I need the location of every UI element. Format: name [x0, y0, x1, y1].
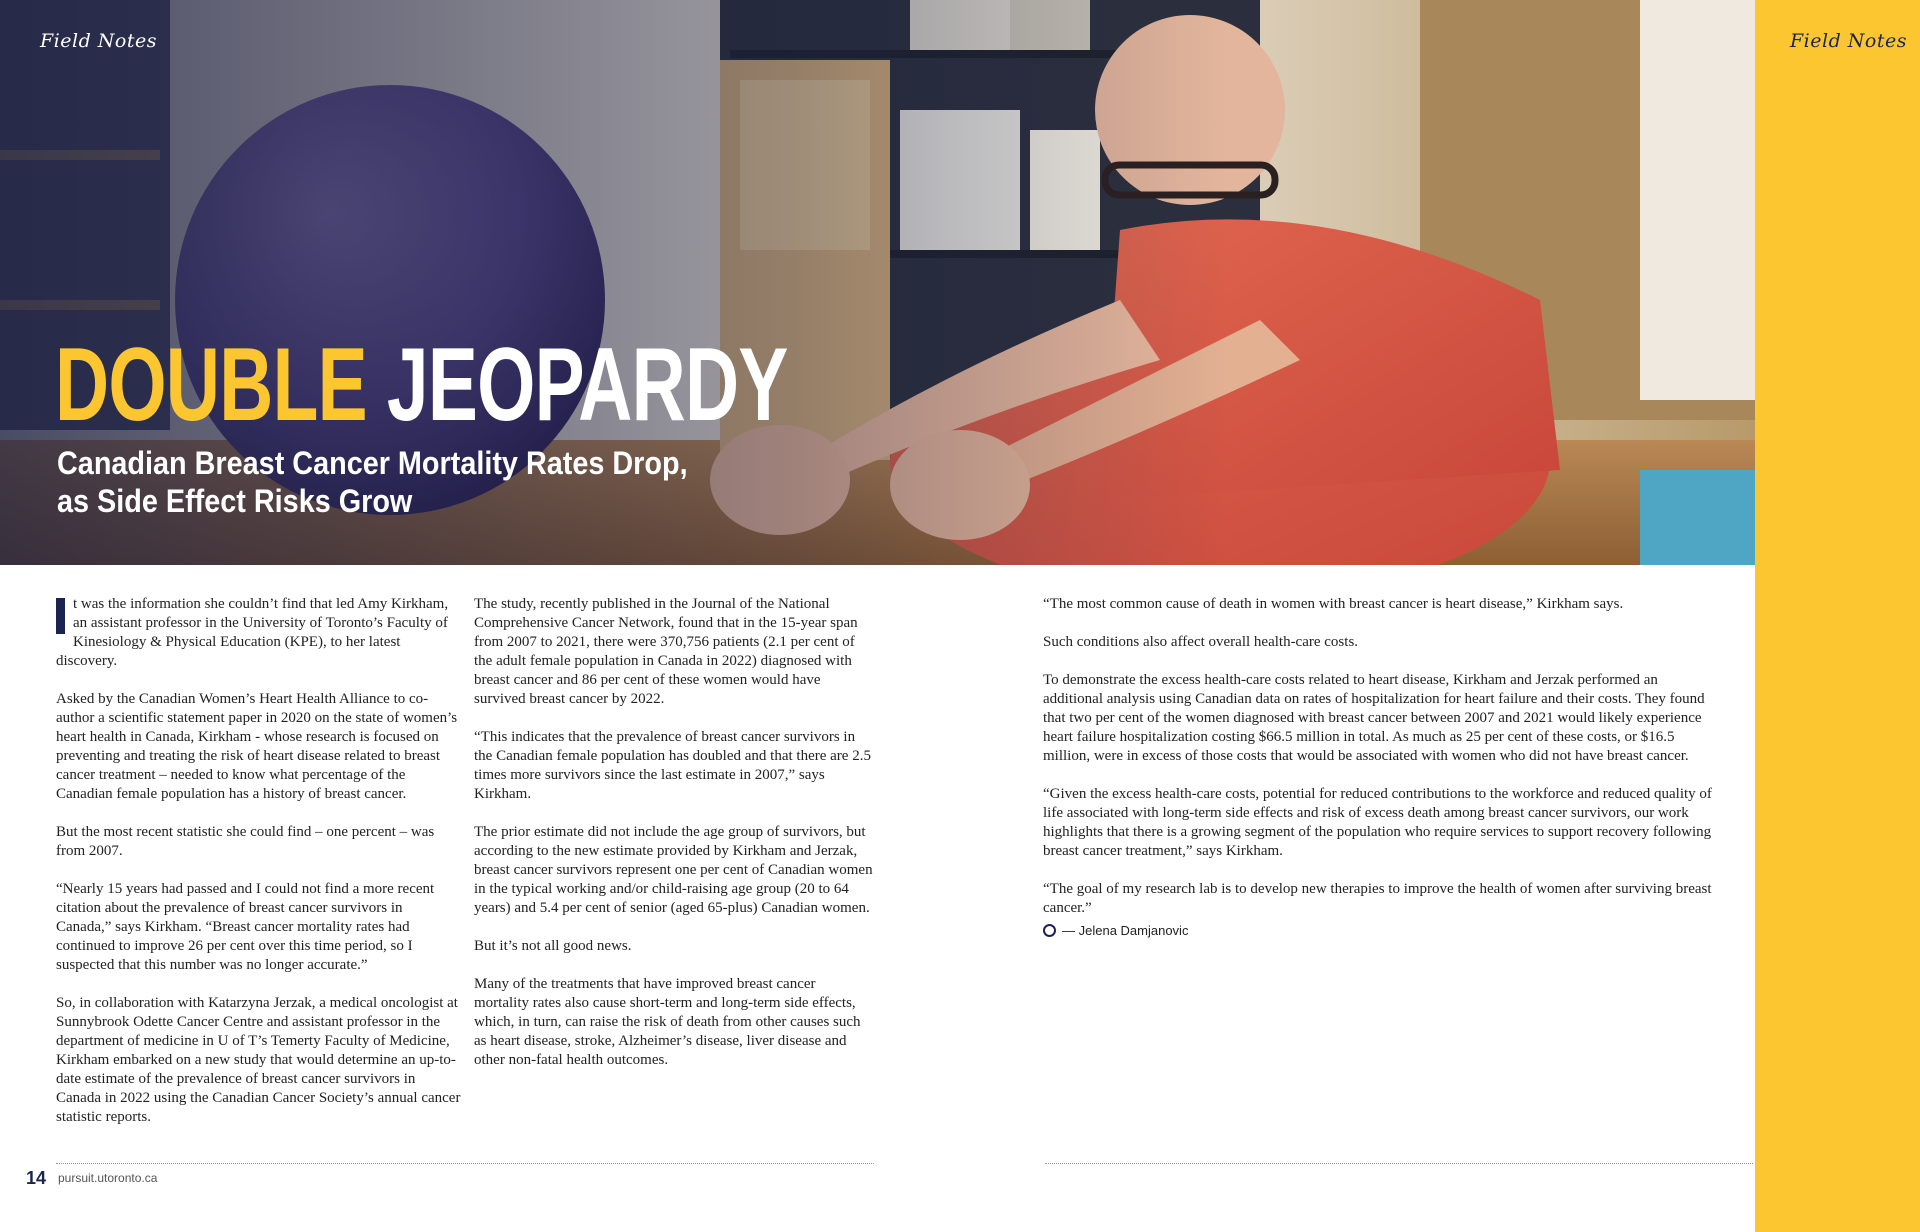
paragraph: “The goal of my research lab is to develop new therapies to improve the health of women after surviving breast cancer.”: [1043, 881, 1712, 916]
article-subtitle: [57, 444, 777, 520]
paragraph: But it’s not all good news.: [474, 938, 632, 954]
page-number: 14: [26, 1168, 47, 1188]
article-title: [55, 327, 788, 443]
paragraph: “This indicates that the prevalence of breast cancer survivors in the Canadian female population has doubled and that there are 2.5 times more survivors since the last estimate in 2007,” says Kirkham.: [474, 729, 871, 802]
title-part-white: JEOPARDY: [386, 327, 788, 443]
paragraph: Asked by the Canadian Women’s Heart Health Alliance to co-author a scientific statement paper in 2020 on the state of women’s heart health in Canada, Kirkham - whose research is focused on preventing and treating the risk of heart disease related to breast cancer treatment – needed to know what percentage of the Canadian female population has a history of breast cancer.: [56, 691, 458, 802]
paragraph: But the most recent statistic she could find – one percent – was from 2007.: [56, 824, 435, 859]
paragraph: “Given the excess health-care costs, potential for reduced contributions to the workforce and reduced quality of life associated with long-term side effects and risk of excess death among breast cancer survivors, our work highlights that there is a growing segment of the population who require services to support recovery following breast cancer treatment,” says Kirkham.: [1043, 786, 1712, 859]
section-label-left: Field Notes: [40, 30, 157, 52]
byline: [1043, 921, 1713, 940]
subtitle-line-2: as Side Effect Risks Grow: [57, 483, 413, 519]
section-label-right: Field Notes: [1790, 30, 1907, 52]
paragraph: t was the information she couldn’t find that led Amy Kirkham, an assistant professor in the University of Toronto’s Faculty of Kinesiology & Physical Education (KPE), to her latest discovery.: [56, 596, 449, 669]
paragraph: The prior estimate did not include the age group of survivors, but according to the new estimate provided by Kirkham and Jerzak, breast cancer survivors represent one per cent of Canadian women in the typical working and/or child-raising age group (20 to 64 years) and 5.4 per cent of senior (aged 65-plus) Canadian women.: [474, 824, 873, 916]
paragraph: The study, recently published in the Journal of the National Comprehensive Cancer Network, found that in the 15-year span from 2007 to 2021, there were 370,756 patients (2.1 per cent of the adult female population in Canada in 2022) diagnosed with breast cancer and 86 per cent of these women would have survived breast cancer by 2022.: [474, 596, 858, 707]
paragraph: “The most common cause of death in women with breast cancer is heart disease,” Kirkham says.: [1043, 596, 1624, 612]
drop-cap-i: [56, 598, 65, 634]
byline-author: — Jelena Damjanovic: [1062, 923, 1189, 938]
article-column-3: [1043, 595, 1713, 940]
paragraph: To demonstrate the excess health-care costs related to heart disease, Kirkham and Jerzak performed an additional analysis using Canadian data on rates of hospitalization for heart failure and their costs. They found that two per cent of the women diagnosed with breast cancer between 2007 and 2021 would likely experience heart failure hospitalization costing $66.5 million in total. As much as 25 per cent of these costs, or $16.5 million, were in excess of those costs that would be associated with women who did not have breast cancer.: [1043, 672, 1705, 764]
paragraph: Many of the treatments that have improved breast cancer mortality rates also cause short-term and long-term side effects, which, in turn, can raise the risk of death from other causes such as heart disease, stroke, Alzheimer’s disease, liver disease and other non-fatal health outcomes.: [474, 976, 861, 1068]
side-accent-bar: [1755, 0, 1920, 1232]
footer-url[interactable]: pursuit.utoronto.ca: [58, 1171, 158, 1185]
title-part-yellow: DOUBLE: [55, 327, 367, 443]
paragraph: Such conditions also affect overall health-care costs.: [1043, 634, 1359, 650]
article-column-2: [474, 595, 874, 1089]
subtitle-line-1: Canadian Breast Cancer Mortality Rates Drop,: [57, 445, 688, 481]
footer-rule-right: [1045, 1163, 1753, 1164]
paragraph: “Nearly 15 years had passed and I could not find a more recent citation about the prevalence of breast cancer survivors in Canada,” says Kirkham. “Breast cancer mortality rates had continued to improve 26 per cent over this time period, so I suspected that this number was no longer accurate.”: [56, 881, 435, 973]
footer-rule-left: [56, 1163, 874, 1164]
article-column-1: [56, 595, 461, 1146]
pursuit-logo-icon: [1043, 924, 1056, 937]
paragraph: So, in collaboration with Katarzyna Jerzak, a medical oncologist at Sunnybrook Odette Cancer Centre and assistant professor in the department of medicine in U of T’s Temerty Faculty of Medicine, Kirkham embarked on a new study that would determine an up-to-date estimate of the prevalence of breast cancer survivors in Canada in 2022 using the Canadian Cancer Society’s annual cancer statistic reports.: [56, 995, 461, 1125]
